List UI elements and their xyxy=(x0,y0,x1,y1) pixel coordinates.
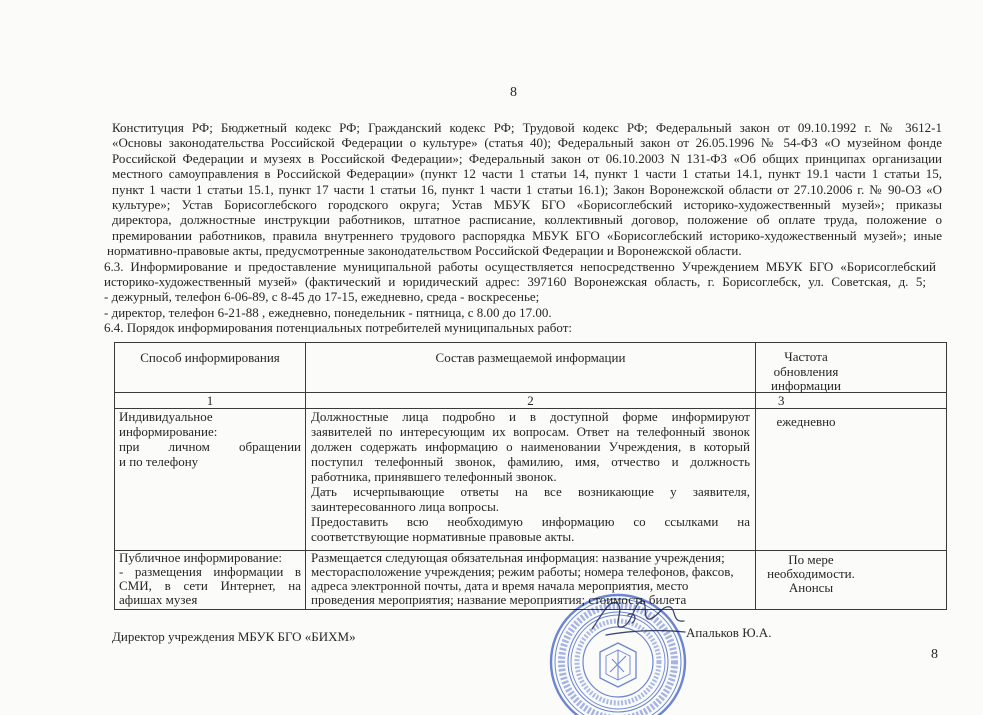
signatory-title: Директор учреждения МБУК БГО «БИХМ» xyxy=(112,629,356,644)
table-header-cell xyxy=(756,343,946,393)
cell-line: - размещения информации в xyxy=(119,564,301,579)
legal-basis-line: пункт 1 части 1 статьи 15.1, пункт 17 части 1 статьи 16, пункт 1 части 1 статьи 16.1); Закон Воронежской области от 27.10.2006 г. № 90-ОЗ «О xyxy=(112,181,942,197)
body-text xyxy=(104,120,949,335)
legal-basis-line: «Основы законодательства Российской Федерации о культуре» (статья 40); Федеральный закон от 26.05.1996 № 54-ФЗ «О музейном фонде xyxy=(112,135,942,151)
header-frequency-line: обновления xyxy=(773,363,839,379)
table-row-public-frequency xyxy=(756,551,946,609)
cell-line: соответствующие нормативные правовые акты. xyxy=(311,529,575,544)
cell-line: необходимости. xyxy=(767,566,855,581)
page-number-bottom: 8 xyxy=(931,647,938,662)
header-content: Состав размещаемой информации xyxy=(435,350,626,365)
contact-line-duty-officer: - дежурный, телефон 6-06-89, с 8-45 до 17-15, ежедневно, среда - воскресенье; xyxy=(104,289,540,305)
signatory-name: Апальков Ю.А. xyxy=(686,625,772,640)
cell-line: Публичное информирование: xyxy=(119,550,282,565)
cell-line: должен содержать информацию о наименовании Учреждения, в который xyxy=(311,439,750,454)
column-number: 1 xyxy=(206,393,214,408)
informing-methods-table xyxy=(114,342,947,610)
cell-line: при личном обращении xyxy=(119,439,301,454)
column-number: 3 xyxy=(778,393,785,408)
cell-line: месторасположение учреждения; режим работы; номера телефонов, факсов, xyxy=(311,564,734,579)
frequency-text xyxy=(756,414,856,429)
legal-basis-line: местного самоуправления в Российской Федерации» (пункт 12 части 1 статьи 14, пункт 1 части 1 статьи 14.1, пункт 19.1 части 1 статьи 15, xyxy=(112,166,942,182)
legal-basis-line: нормативно-правовые акты, предусмотренные законодательством Российской Федерации и Воронежской области. xyxy=(107,243,742,259)
cell-line: СМИ, в сети Интернет, на xyxy=(119,578,301,593)
header-frequency xyxy=(756,343,856,394)
cell-line: Анонсы xyxy=(788,580,834,595)
table-row-individual-method xyxy=(115,409,306,551)
contact-line-director: - директор, телефон 6-21-88 , ежедневно, понедельник - пятница, с 8.00 до 17.00. xyxy=(104,304,552,320)
signature xyxy=(588,585,688,645)
legal-basis-line: Конституция РФ; Бюджетный кодекс РФ; Гражданский кодекс РФ; Трудовой кодекс РФ; Федеральный закон от 09.10.1992 г. № 3612-1 xyxy=(112,120,942,135)
column-number-cell xyxy=(115,393,306,409)
section-6-4-heading: 6.4. Порядок информирования потенциальных потребителей муниципальных работ: xyxy=(104,320,572,336)
legal-basis-line: Российской Федерации и музеях в Российской Федерации»; Федеральный закон от 06.10.2003 N 131-ФЗ «Об общих принципах организации xyxy=(112,150,942,166)
header-frequency-line: Частота xyxy=(784,349,828,364)
section-6-3-line: 6.3. Информирование и предоставление муниципальной работы осуществляется непосредственно Учреждением МБУК БГО «Борисоглебский xyxy=(104,258,936,274)
table-row-individual-frequency xyxy=(756,409,946,551)
page-number-top: 8 xyxy=(510,85,517,100)
cell-line: По мере xyxy=(788,552,834,567)
table-header-cell xyxy=(306,343,756,393)
table-row-individual-content xyxy=(306,409,756,551)
cell-line: работника, принявшего телефонный звонок. xyxy=(311,469,557,484)
cell-line: афишах музея xyxy=(119,592,198,607)
cell-line: адреса электронной почты, дата и время начала мероприятия, место xyxy=(311,578,689,593)
section-6-3-line: историко-художественный музей» (фактический и юридический адрес: 397160 Воронежская область, г. Борисоглебск, ул. Советская, д. 5; xyxy=(104,273,926,289)
cell-line: ежедневно xyxy=(776,414,836,429)
legal-basis-line: премировании работников, правила внутреннего трудового распорядка МБУК БГО «Борисоглебский историко-художественный музей»; иные xyxy=(112,227,942,243)
header-method: Способ информирования xyxy=(140,350,280,365)
cell-line: Предоставить всю необходимую информацию со ссылками на xyxy=(311,514,750,529)
legal-basis-line: директора, должностные инструкции работников, штатное расписание, коллективный договор, положение об оплате труда, положение о xyxy=(112,212,942,228)
legal-basis-line: культуре»; Устав Борисоглебского городского округа; Устав МБУК БГО «Борисоглебский историко-художественный музей»; приказы xyxy=(112,196,942,212)
cell-line: Размещается следующая обязательная информация: название учреждения; xyxy=(311,550,725,565)
frequency-text xyxy=(756,553,866,595)
cell-line: заявителей по интересующим их вопросам. Ответ на телефонный звонок xyxy=(311,424,750,439)
table-row-public-method xyxy=(115,551,306,609)
cell-line: заинтересованного лица вопросы. xyxy=(311,499,500,514)
cell-line: информирование: xyxy=(119,424,218,439)
table-header-cell xyxy=(115,343,306,393)
header-frequency-line: информации xyxy=(771,378,841,393)
cell-line: Индивидуальное xyxy=(119,409,213,424)
column-number: 2 xyxy=(527,393,534,408)
cell-line: поступил телефонный звонок, фамилию, имя, отчество и должность xyxy=(311,454,750,469)
column-number-cell xyxy=(756,393,946,409)
column-number-cell xyxy=(306,393,756,409)
cell-line: Должностные лица подробно и в доступной форме информируют xyxy=(311,409,750,424)
cell-line: проведения мероприятия; название мероприятия; стоимость билета xyxy=(311,592,687,607)
cell-line: Дать исчерпывающие ответы на все возникающие у заявителя, xyxy=(311,484,750,499)
cell-line: и по телефону xyxy=(119,454,199,469)
